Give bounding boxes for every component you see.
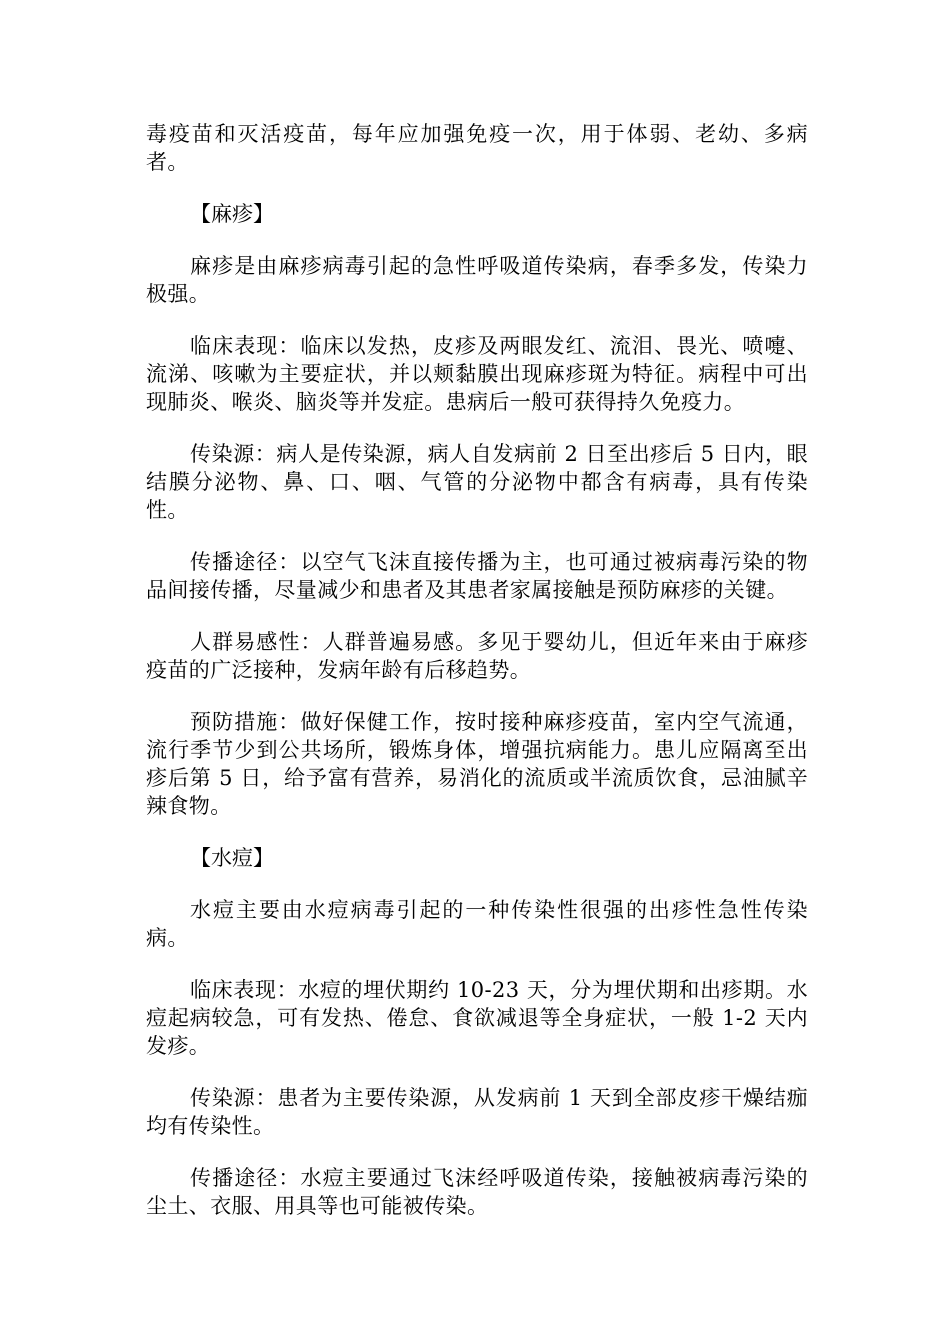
paragraph-measles-prevention: 预防措施：做好保健工作，按时接种麻疹疫苗，室内空气流通，流行季节少到公共场所，锻炼身体，增强抗病能力。患儿应隔离至出疹后第 5 日，给予富有营养，易消化的流质或半流质饮食，忌油腻辛辣食物。 <box>146 710 808 818</box>
paragraph-chickenpox-intro: 水痘主要由水痘病毒引起的一种传染性很强的出疹性急性传染病。 <box>146 898 808 950</box>
paragraph-continued: 毒疫苗和灭活疫苗，每年应加强免疫一次，用于体弱、老幼、多病者。 <box>146 122 808 174</box>
section-heading-measles: 【麻疹】 <box>190 202 274 226</box>
paragraph-measles-transmission: 传播途径：以空气飞沫直接传播为主，也可通过被病毒污染的物品间接传播，尽量减少和患者及其患者家属接触是预防麻疹的关键。 <box>146 550 808 602</box>
paragraph-measles-source: 传染源：病人是传染源，病人自发病前 2 日至出疹后 5 日内，眼结膜分泌物、鼻、口、咽、气管的分泌物中都含有病毒，具有传染性。 <box>146 442 808 522</box>
paragraph-chickenpox-source: 传染源：患者为主要传染源，从发病前 1 天到全部皮疹干燥结痂均有传染性。 <box>146 1086 808 1138</box>
paragraph-chickenpox-transmission: 传播途径：水痘主要通过飞沫经呼吸道传染，接触被病毒污染的尘土、衣服、用具等也可能被传染。 <box>146 1166 808 1218</box>
paragraph-chickenpox-clinical: 临床表现：水痘的埋伏期约 10-23 天，分为埋伏期和出疹期。水痘起病较急，可有发热、倦怠、食欲减退等全身症状，一般 1-2 天内发疹。 <box>146 978 808 1058</box>
paragraph-measles-intro: 麻疹是由麻疹病毒引起的急性呼吸道传染病，春季多发，传染力极强。 <box>146 254 808 306</box>
paragraph-measles-clinical: 临床表现：临床以发热，皮疹及两眼发红、流泪、畏光、喷嚏、流涕、咳嗽为主要症状，并以颊黏膜出现麻疹斑为特征。病程中可出现肺炎、喉炎、脑炎等并发症。患病后一般可获得持久免疫力。 <box>146 334 808 414</box>
paragraph-measles-susceptibility: 人群易感性：人群普遍易感。多见于婴幼儿，但近年来由于麻疹疫苗的广泛接种，发病年龄有后移趋势。 <box>146 630 808 682</box>
section-heading-chickenpox: 【水痘】 <box>190 846 274 870</box>
document-page <box>146 120 808 1244</box>
